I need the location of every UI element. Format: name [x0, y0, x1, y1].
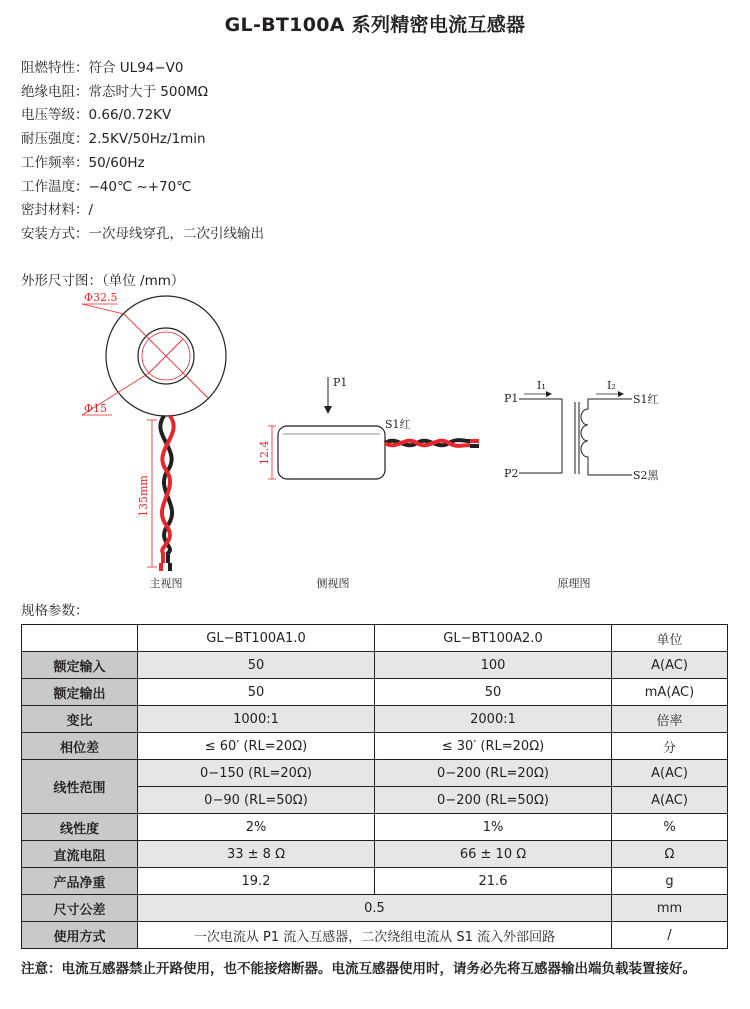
- header-model-2: GL−BT100A2.0: [375, 625, 612, 652]
- spec-value: /: [88, 202, 94, 219]
- row-label: 相位差: [22, 733, 138, 760]
- side-s1-label: S1红: [385, 418, 411, 431]
- spec-frequency: [21, 152, 264, 176]
- spec-value: 一次母线穿孔，二次引线输出: [88, 225, 264, 242]
- spec-value: 符合 UL94−V0: [88, 60, 184, 76]
- cell-unit: %: [612, 814, 728, 841]
- cell-value: 19.2: [138, 868, 375, 895]
- front-view: [82, 291, 226, 590]
- i1-label: I₁: [537, 379, 546, 392]
- principle-s2-label: S2黑: [633, 469, 659, 482]
- cell-value: 21.6: [375, 868, 612, 895]
- principle-s1-label: S1红: [633, 393, 659, 406]
- caption-side: 侧视图: [316, 577, 350, 590]
- spec-label: 阻燃特性：: [21, 60, 89, 76]
- cell-unit: 倍率: [612, 706, 728, 733]
- cell-unit: A(AC): [612, 760, 728, 787]
- cell-value: 100: [375, 652, 612, 679]
- spec-label: 密封材料：: [21, 202, 89, 219]
- caption-front: 主视图: [149, 577, 183, 590]
- cell-value: 33 ± 8 Ω: [138, 841, 375, 868]
- cell-value: 66 ± 10 Ω: [375, 841, 612, 868]
- spec-list: [21, 57, 264, 247]
- params-title: 规格参数：: [21, 603, 89, 619]
- spec-value: 2.5KV/50Hz/1min: [88, 131, 206, 148]
- row-label: 线性范围: [22, 760, 138, 814]
- spec-label: 工作频率：: [21, 154, 89, 171]
- spec-value: 0.66/0.72KV: [88, 107, 172, 124]
- spec-temperature: [21, 176, 264, 200]
- cell-unit: mA(AC): [612, 679, 728, 706]
- i2-label: I₂: [607, 379, 616, 392]
- spec-value: −40℃ ~+70℃: [88, 178, 192, 195]
- table-row: [22, 760, 728, 787]
- spec-install: [21, 223, 264, 247]
- table-row: [22, 868, 728, 895]
- cell-unit: /: [612, 922, 728, 949]
- principle-p1-label: P1: [504, 392, 519, 405]
- cell-unit: A(AC): [612, 787, 728, 814]
- row-label: 变比: [22, 706, 138, 733]
- row-label: 直流电阻: [22, 841, 138, 868]
- cell-value: 0−200 (RL=20Ω): [375, 760, 612, 787]
- cell-value: 50: [138, 652, 375, 679]
- table-row: [22, 733, 728, 760]
- row-label: 尺寸公差: [22, 895, 138, 922]
- spec-value: 50/60Hz: [88, 154, 145, 171]
- principle-p2-label: P2: [504, 467, 519, 480]
- spec-value: 常态时大于 500MΩ: [88, 83, 209, 100]
- cell-unit: Ω: [612, 841, 728, 868]
- table-row: [22, 679, 728, 706]
- cell-value: 0.5: [138, 895, 612, 922]
- row-label: 额定输出: [22, 679, 138, 706]
- spec-voltage: [21, 104, 264, 128]
- table-row: [22, 706, 728, 733]
- table-row: [22, 814, 728, 841]
- cell-unit: A(AC): [612, 652, 728, 679]
- page-title: GL-BT100A 系列精密电流互感器: [224, 14, 526, 36]
- side-p1-label: P1: [333, 376, 348, 389]
- spec-withstand: [21, 128, 264, 152]
- cell-unit: mm: [612, 895, 728, 922]
- dimension-diagram: [0, 285, 750, 595]
- lead-length-label: 135mm: [137, 475, 150, 517]
- spec-sealing: [21, 199, 264, 223]
- table-row: [22, 895, 728, 922]
- cell-value: 1%: [375, 814, 612, 841]
- header-blank: [22, 625, 138, 652]
- cell-value: ≤ 30′ (RL=20Ω): [375, 733, 612, 760]
- spec-label: 安装方式：: [21, 225, 89, 242]
- side-view: [258, 376, 479, 590]
- cell-unit: g: [612, 868, 728, 895]
- warning-note: 注意：电流互感器禁止开路使用，也不能接熔断器。电流互感器使用时，请务必先将互感器输出端负载装置接好。: [21, 961, 696, 977]
- spec-label: 电压等级：: [21, 107, 89, 124]
- cell-value: 50: [375, 679, 612, 706]
- cell-value: 2%: [138, 814, 375, 841]
- spec-flame: [21, 57, 264, 81]
- spec-insulation: [21, 81, 264, 105]
- table-row: [22, 652, 728, 679]
- secondary-coil: [581, 399, 632, 475]
- cell-value: 2000:1: [375, 706, 612, 733]
- cell-value: ≤ 60′ (RL=20Ω): [138, 733, 375, 760]
- spec-label: 绝缘电阻：: [21, 83, 89, 100]
- cell-value: 0−200 (RL=50Ω): [375, 787, 612, 814]
- table-row: [22, 922, 728, 949]
- outer-diameter-label: Φ32.5: [84, 291, 118, 304]
- header-unit: 单位: [612, 625, 728, 652]
- primary-conductor: [519, 399, 562, 473]
- cell-value: 50: [138, 679, 375, 706]
- table-header-row: [22, 625, 728, 652]
- row-label: 产品净重: [22, 868, 138, 895]
- height-label: 12.4: [258, 440, 271, 465]
- cell-unit: 分: [612, 733, 728, 760]
- dimension-title: 外形尺寸图：（单位 /mm）: [21, 273, 185, 289]
- spec-table: [21, 624, 728, 949]
- cell-value: 1000:1: [138, 706, 375, 733]
- table-row: [22, 841, 728, 868]
- header-model-1: GL−BT100A1.0: [138, 625, 375, 652]
- cell-value: 0−150 (RL=20Ω): [138, 760, 375, 787]
- spec-label: 耐压强度：: [21, 131, 89, 148]
- row-label: 额定输入: [22, 652, 138, 679]
- spec-label: 工作温度：: [21, 178, 89, 195]
- cell-value: 0−90 (RL=50Ω): [138, 787, 375, 814]
- row-label: 线性度: [22, 814, 138, 841]
- inner-diameter-label: Φ15: [84, 402, 108, 415]
- row-label: 使用方式: [22, 922, 138, 949]
- caption-principle: 原理图: [557, 577, 591, 590]
- cell-value: 一次电流从 P1 流入互感器，二次绕组电流从 S1 流入外部回路: [138, 922, 612, 949]
- principle-view: [504, 379, 660, 590]
